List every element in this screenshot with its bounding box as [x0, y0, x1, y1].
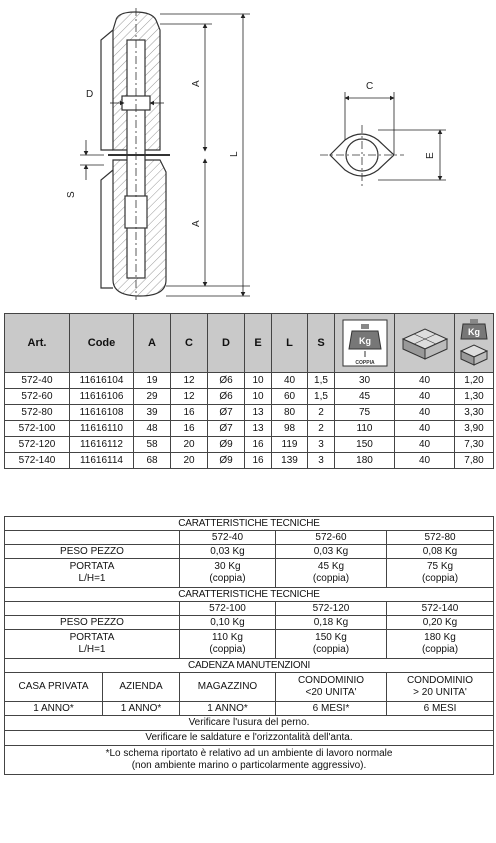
top-view-dimensions — [345, 92, 446, 180]
blank-cell — [5, 531, 180, 545]
cell-art: 572-120 — [5, 437, 70, 453]
cell-s: 1,5 — [308, 389, 335, 405]
cell-pack-weight: 7,80 — [455, 453, 494, 469]
col-header-pack — [395, 314, 455, 373]
portata-value — [276, 559, 387, 588]
portata-label-line2: L/H=1 — [78, 644, 106, 655]
cell-load: 150 — [335, 437, 395, 453]
footnote-line1: *Lo schema riportato è relativo ad un ambiente di lavoro normale — [105, 748, 393, 759]
cell-code: 11616112 — [70, 437, 134, 453]
portata-kg: 75 Kg — [426, 561, 454, 572]
cell-pack-weight: 3,90 — [455, 421, 494, 437]
cell-a: 39 — [134, 405, 171, 421]
col-header-load — [335, 314, 395, 373]
portata-label — [5, 630, 180, 659]
cell-l: 119 — [272, 437, 308, 453]
cell-load: 180 — [335, 453, 395, 469]
table-row — [5, 405, 494, 421]
product-table — [4, 313, 494, 469]
cell-code: 11616110 — [70, 421, 134, 437]
portata-label-line1: PORTATA — [69, 632, 115, 643]
col-header-c: C — [171, 314, 208, 373]
cell-load: 45 — [335, 389, 395, 405]
portata-row — [5, 630, 494, 659]
note-saldature: Verificare le saldature e l'orizzontalità dell'anta. — [5, 731, 494, 746]
cell-a: 29 — [134, 389, 171, 405]
col-header-l: L — [272, 314, 308, 373]
cadenza-value: 6 MESI — [387, 702, 494, 716]
cell-art: 572-60 — [5, 389, 70, 405]
cell-load: 75 — [335, 405, 395, 421]
cell-l: 40 — [272, 373, 308, 389]
portata-row — [5, 559, 494, 588]
cell-e: 13 — [245, 405, 272, 421]
portata-kg: 30 Kg — [214, 561, 241, 572]
cell-art: 572-100 — [5, 421, 70, 437]
hinge-top-view — [320, 125, 404, 188]
cell-d: Ø9 — [208, 437, 245, 453]
portata-label — [5, 559, 180, 588]
cell-a: 48 — [134, 421, 171, 437]
dim-label-a-lower: A — [191, 220, 202, 227]
footnote — [5, 746, 494, 775]
cell-l: 98 — [272, 421, 308, 437]
cell-art: 572-40 — [5, 373, 70, 389]
cadenza-casa-privata: CASA PRIVATA — [5, 673, 103, 702]
cell-e: 10 — [245, 373, 272, 389]
cadenza-value: 1 ANNO* — [103, 702, 180, 716]
portata-value — [387, 559, 494, 588]
portata-label-line2: L/H=1 — [78, 573, 106, 584]
tech-title-row — [5, 588, 494, 602]
dim-label-s: S — [66, 191, 77, 198]
peso-value: 0,08 Kg — [387, 545, 494, 559]
cell-load: 110 — [335, 421, 395, 437]
peso-value: 0,18 Kg — [276, 616, 387, 630]
portata-coppia: (coppia) — [209, 644, 246, 655]
table-row — [5, 389, 494, 405]
kg-icon-label: Kg — [358, 336, 371, 346]
table-row — [5, 373, 494, 389]
col-header-art: Art. — [5, 314, 70, 373]
cell-c: 20 — [171, 453, 208, 469]
portata-coppia: (coppia) — [421, 644, 459, 655]
table-row — [5, 437, 494, 453]
cell-d: Ø7 — [208, 405, 245, 421]
peso-value: 0,20 Kg — [387, 616, 494, 630]
cell-a: 58 — [134, 437, 171, 453]
portata-label-line1: PORTATA — [69, 561, 115, 572]
cadenza-value: 6 MESI* — [276, 702, 387, 716]
cell-pack: 40 — [395, 421, 455, 437]
model-572-60: 572-60 — [276, 531, 387, 545]
cell-pack-weight: 1,20 — [455, 373, 494, 389]
blank-cell — [5, 602, 180, 616]
cell-a: 19 — [134, 373, 171, 389]
footnote-line2: (non ambiente marino o particolarmente aggressivo). — [131, 760, 367, 771]
cell-pack: 40 — [395, 405, 455, 421]
peso-value: 0,03 Kg — [276, 545, 387, 559]
cell-e: 16 — [245, 453, 272, 469]
portata-kg: 110 Kg — [212, 632, 243, 643]
portata-coppia: (coppia) — [312, 573, 350, 584]
condominio-label: CONDOMINIO — [297, 675, 365, 686]
cell-l: 139 — [272, 453, 308, 469]
cell-a: 68 — [134, 453, 171, 469]
cell-pack: 40 — [395, 373, 455, 389]
cadenza-title-row — [5, 659, 494, 673]
product-table-header — [5, 314, 494, 373]
cell-s: 1,5 — [308, 373, 335, 389]
box-pack-icon — [399, 325, 451, 361]
tech-title-row — [5, 517, 494, 531]
table-row — [5, 421, 494, 437]
note-row — [5, 731, 494, 746]
peso-value: 0,10 Kg — [180, 616, 276, 630]
cell-c: 20 — [171, 437, 208, 453]
cell-s: 3 — [308, 437, 335, 453]
cadenza-magazzino: MAGAZZINO — [180, 673, 276, 702]
dim-label-l: L — [229, 151, 240, 157]
tech-title: CARATTERISTICHE TECNICHE — [5, 517, 494, 531]
cadenza-value: 1 ANNO* — [180, 702, 276, 716]
cadenza-condominio-large — [387, 673, 494, 702]
model-572-80: 572-80 — [387, 531, 494, 545]
hinge-side-view — [101, 8, 170, 300]
col-header-code: Code — [70, 314, 134, 373]
cell-c: 12 — [171, 389, 208, 405]
product-table-body — [5, 373, 494, 469]
peso-row — [5, 616, 494, 630]
footnote-row — [5, 746, 494, 775]
dim-label-a-upper: A — [191, 80, 202, 87]
cell-l: 60 — [272, 389, 308, 405]
tech-specs-table — [4, 516, 494, 775]
cell-s: 2 — [308, 421, 335, 437]
portata-coppia: (coppia) — [421, 573, 459, 584]
cadenza-values-row — [5, 702, 494, 716]
coppia-icon-label: COPPIA — [354, 360, 375, 366]
cell-pack: 40 — [395, 437, 455, 453]
cell-c: 16 — [171, 405, 208, 421]
model-572-120: 572-120 — [276, 602, 387, 616]
portata-value — [276, 630, 387, 659]
dim-label-d: D — [86, 89, 94, 100]
cell-pack-weight: 3,30 — [455, 405, 494, 421]
cell-pack: 40 — [395, 453, 455, 469]
hinge-technical-drawing — [0, 0, 496, 306]
cell-d: Ø6 — [208, 389, 245, 405]
weight-box-icon — [457, 317, 491, 369]
cell-art: 572-80 — [5, 405, 70, 421]
kg2-icon-label: Kg — [468, 327, 480, 337]
model-572-40: 572-40 — [180, 531, 276, 545]
portata-kg: 45 Kg — [317, 561, 345, 572]
col-header-d: D — [208, 314, 245, 373]
tech-models-row — [5, 602, 494, 616]
cell-c: 12 — [171, 373, 208, 389]
cadenza-value: 1 ANNO* — [5, 702, 103, 716]
portata-value — [180, 559, 276, 588]
cell-art: 572-140 — [5, 453, 70, 469]
peso-row — [5, 545, 494, 559]
note-usura: Verificare l'usura del perno. — [5, 716, 494, 731]
peso-label: PESO PEZZO — [5, 616, 180, 630]
cell-d: Ø7 — [208, 421, 245, 437]
cell-c: 16 — [171, 421, 208, 437]
cell-d: Ø9 — [208, 453, 245, 469]
cell-code: 11616108 — [70, 405, 134, 421]
portata-value — [387, 630, 494, 659]
col-header-a: A — [134, 314, 171, 373]
dim-label-c: C — [366, 81, 374, 92]
portata-coppia: (coppia) — [209, 573, 246, 584]
cell-code: 11616104 — [70, 373, 134, 389]
condominio-label: CONDOMINIO — [406, 675, 474, 686]
cell-pack-weight: 1,30 — [455, 389, 494, 405]
cadenza-header-row — [5, 673, 494, 702]
cadenza-azienda: AZIENDA — [103, 673, 180, 702]
col-header-pack-weight — [455, 314, 494, 373]
note-row — [5, 716, 494, 731]
portata-coppia: (coppia) — [312, 644, 350, 655]
tech-title: CARATTERISTICHE TECNICHE — [5, 588, 494, 602]
model-572-100: 572-100 — [180, 602, 276, 616]
cell-code: 11616114 — [70, 453, 134, 469]
cell-l: 80 — [272, 405, 308, 421]
dim-label-e: E — [425, 152, 436, 159]
col-header-s: S — [308, 314, 335, 373]
cell-e: 10 — [245, 389, 272, 405]
portata-kg: 150 Kg — [315, 632, 347, 643]
col-header-e: E — [245, 314, 272, 373]
table-row — [5, 453, 494, 469]
condominio-sub: <20 UNITA' — [305, 687, 357, 698]
weight-pair-icon — [342, 319, 388, 367]
cadenza-title: CADENZA MANUTENZIONI — [5, 659, 494, 673]
cadenza-condominio-small — [276, 673, 387, 702]
cell-s: 2 — [308, 405, 335, 421]
cell-s: 3 — [308, 453, 335, 469]
peso-label: PESO PEZZO — [5, 545, 180, 559]
portata-kg: 180 Kg — [424, 632, 456, 643]
cell-e: 13 — [245, 421, 272, 437]
tech-models-row — [5, 531, 494, 545]
cell-pack-weight: 7,30 — [455, 437, 494, 453]
portata-value — [180, 630, 276, 659]
condominio-sub: > 20 UNITA' — [413, 687, 467, 698]
model-572-140: 572-140 — [387, 602, 494, 616]
peso-value: 0,03 Kg — [180, 545, 276, 559]
cell-d: Ø6 — [208, 373, 245, 389]
cell-e: 16 — [245, 437, 272, 453]
cell-code: 11616106 — [70, 389, 134, 405]
cell-pack: 40 — [395, 389, 455, 405]
cell-load: 30 — [335, 373, 395, 389]
